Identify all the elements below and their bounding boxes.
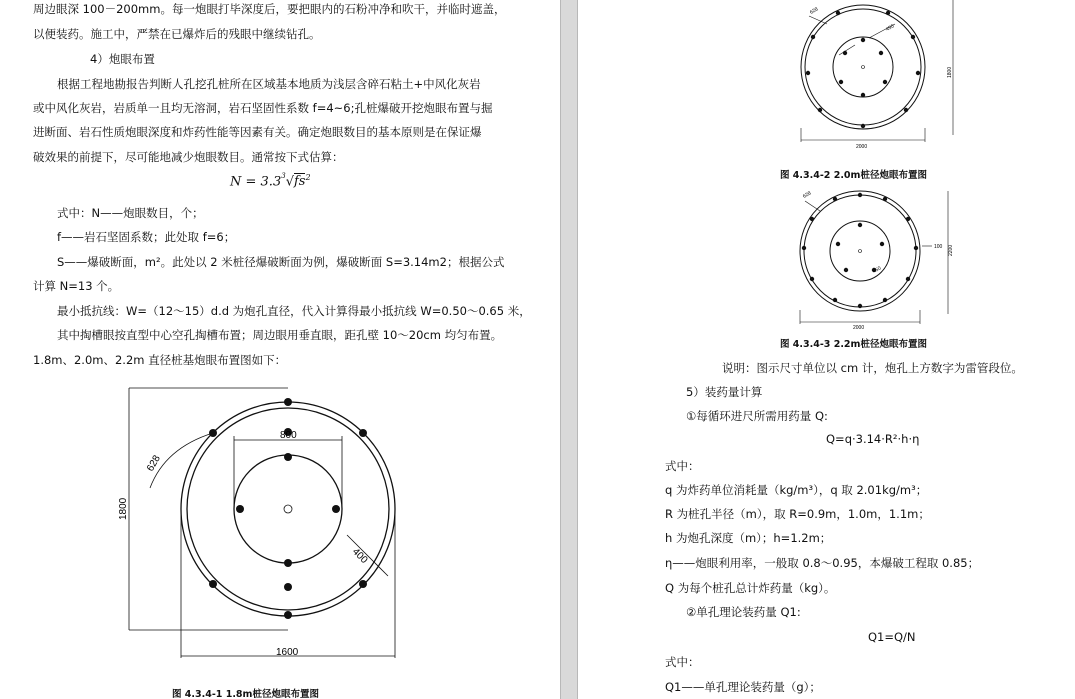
blast-hole: [284, 453, 292, 461]
text-line: h 为炮孔深度（m）；h=1.2m；: [665, 531, 832, 545]
dim-radius: 400: [349, 546, 370, 566]
blast-hole: [284, 611, 292, 619]
dim-a: 628: [802, 190, 813, 200]
dim-inner: 800: [280, 430, 297, 441]
dim-c: 100: [934, 244, 943, 250]
text-line: 以便装药。施工中，严禁在已爆炸后的残眼中继续钻孔。: [33, 27, 321, 41]
text-line: 式中：N——炮眼数目，个；: [57, 206, 204, 220]
text-line: Q1——单孔理论装药量（g）；: [665, 680, 821, 694]
dim-height: 2200: [948, 244, 954, 256]
blast-hole: [209, 580, 217, 588]
formula-radicand: fs: [293, 174, 306, 190]
blast-hole: [284, 583, 292, 591]
section-heading: 4）炮眼布置: [90, 52, 155, 66]
text-line: Q 为每个桩孔总计炸药量（kg）。: [665, 581, 836, 595]
text-line: 进断面、岩石性质炮眼深度和炸药性能等因素有关。确定炮眼数目的基本原则是在保证爆: [33, 125, 482, 139]
blast-hole: [359, 580, 367, 588]
dim-height: 1800: [947, 66, 953, 78]
text-line: 式中：: [665, 459, 700, 473]
blast-hole: [236, 505, 244, 513]
dim-spacing: 628: [145, 453, 163, 474]
note-line: 说明：图示尺寸单位以 cm 计，炮孔上方数字为雷管段位。: [722, 361, 1023, 375]
dim-b: 450: [885, 23, 896, 33]
page-gutter: [560, 0, 578, 699]
blast-hole: [284, 398, 292, 406]
text-line: S——爆破断面，m²。此处以 2 米桩径爆破断面为例，爆破断面 S=3.14m2；根据公式: [57, 255, 505, 269]
figure-1-8m-layout: [110, 380, 430, 665]
figure-caption: 图 4.3.4-3 2.2m桩径炮眼布置图: [780, 339, 927, 350]
formula-coef: = 3.3: [245, 174, 282, 190]
formula-exp: 2: [305, 173, 311, 182]
text-line: ②单孔理论装药量 Q1:: [686, 605, 801, 619]
blast-hole: [209, 429, 217, 437]
formula-line: Q1=Q/N: [868, 630, 916, 644]
text-line: ①每循环进尺所需用药量 Q:: [686, 409, 828, 423]
text-line: 破效果的前提下，尽可能地减少炮眼数目。通常按下式估算：: [33, 150, 344, 164]
blast-hole: [359, 429, 367, 437]
dim-width: 2000: [856, 144, 868, 150]
center-hole: [284, 505, 292, 513]
dim-b: 450: [872, 265, 883, 275]
figure-2-0m-layout: [783, 0, 973, 160]
blast-hole: [332, 505, 340, 513]
blast-hole: [284, 559, 292, 567]
right-page: [578, 0, 1075, 699]
text-line: 1.8m、2.0m、2.2m 直径桩基炮眼布置图如下：: [33, 353, 287, 367]
text-line: 式中：: [665, 655, 700, 669]
text-line: q 为炸药单位消耗量（kg/m³），q 取 2.01kg/m³；: [665, 483, 928, 497]
text-line: η——炮眼利用率，一般取 0.8～0.95，本爆破工程取 0.85；: [665, 556, 980, 570]
text-line: f——岩石坚固系数；此处取 f=6；: [57, 230, 236, 244]
text-line: 根据工程地勘报告判断人孔挖孔桩所在区域基本地质为浅层含碎石粘土+中风化灰岩: [57, 77, 481, 91]
text-line: 最小抵抗线：W=（12～15）d.d 为炮孔直径，代入计算得最小抵抗线 W=0.50～0.65 米，: [57, 304, 531, 318]
text-line: 其中掏槽眼按直型中心空孔掏槽布置；周边眼用垂直眼，距孔壁 10～20cm 均匀布置。: [57, 328, 503, 342]
dim-height: 1800: [118, 497, 129, 520]
figure-caption: 图 4.3.4-2 2.0m桩径炮眼布置图: [780, 170, 927, 181]
text-line: 周边眼深 100－200mm。每一炮眼打毕深度后，要把眼内的石粉冲净和吹干，并临时遮盖，: [33, 2, 506, 16]
formula-lhs: N: [230, 174, 242, 190]
dim-width: 2000: [853, 325, 865, 331]
figure-caption: 图 4.3.4-1 1.8m桩径炮眼布置图: [172, 689, 319, 699]
section-heading: 5）装药量计算: [686, 385, 763, 399]
formula-root-index: 3: [281, 172, 286, 180]
dim-a: 628: [809, 6, 820, 16]
text-line: R 为桩孔半径（m），取 R=0.9m，1.0m，1.1m；: [665, 507, 930, 521]
text-line: 计算 N=13 个。: [33, 279, 120, 293]
formula: $N = 3.3^3√fs^2$: [230, 172, 311, 190]
cut-circle: [234, 455, 342, 563]
dim-width: 1600: [276, 647, 299, 658]
text-line: 或中风化灰岩，岩质单一且均无溶洞，岩石坚固性系数 f=4~6;孔桩爆破开挖炮眼布置与掘: [33, 101, 493, 115]
formula-line: Q=q·3.14·R²·h·η: [826, 432, 920, 446]
figure-2-2m-layout: [790, 186, 970, 332]
